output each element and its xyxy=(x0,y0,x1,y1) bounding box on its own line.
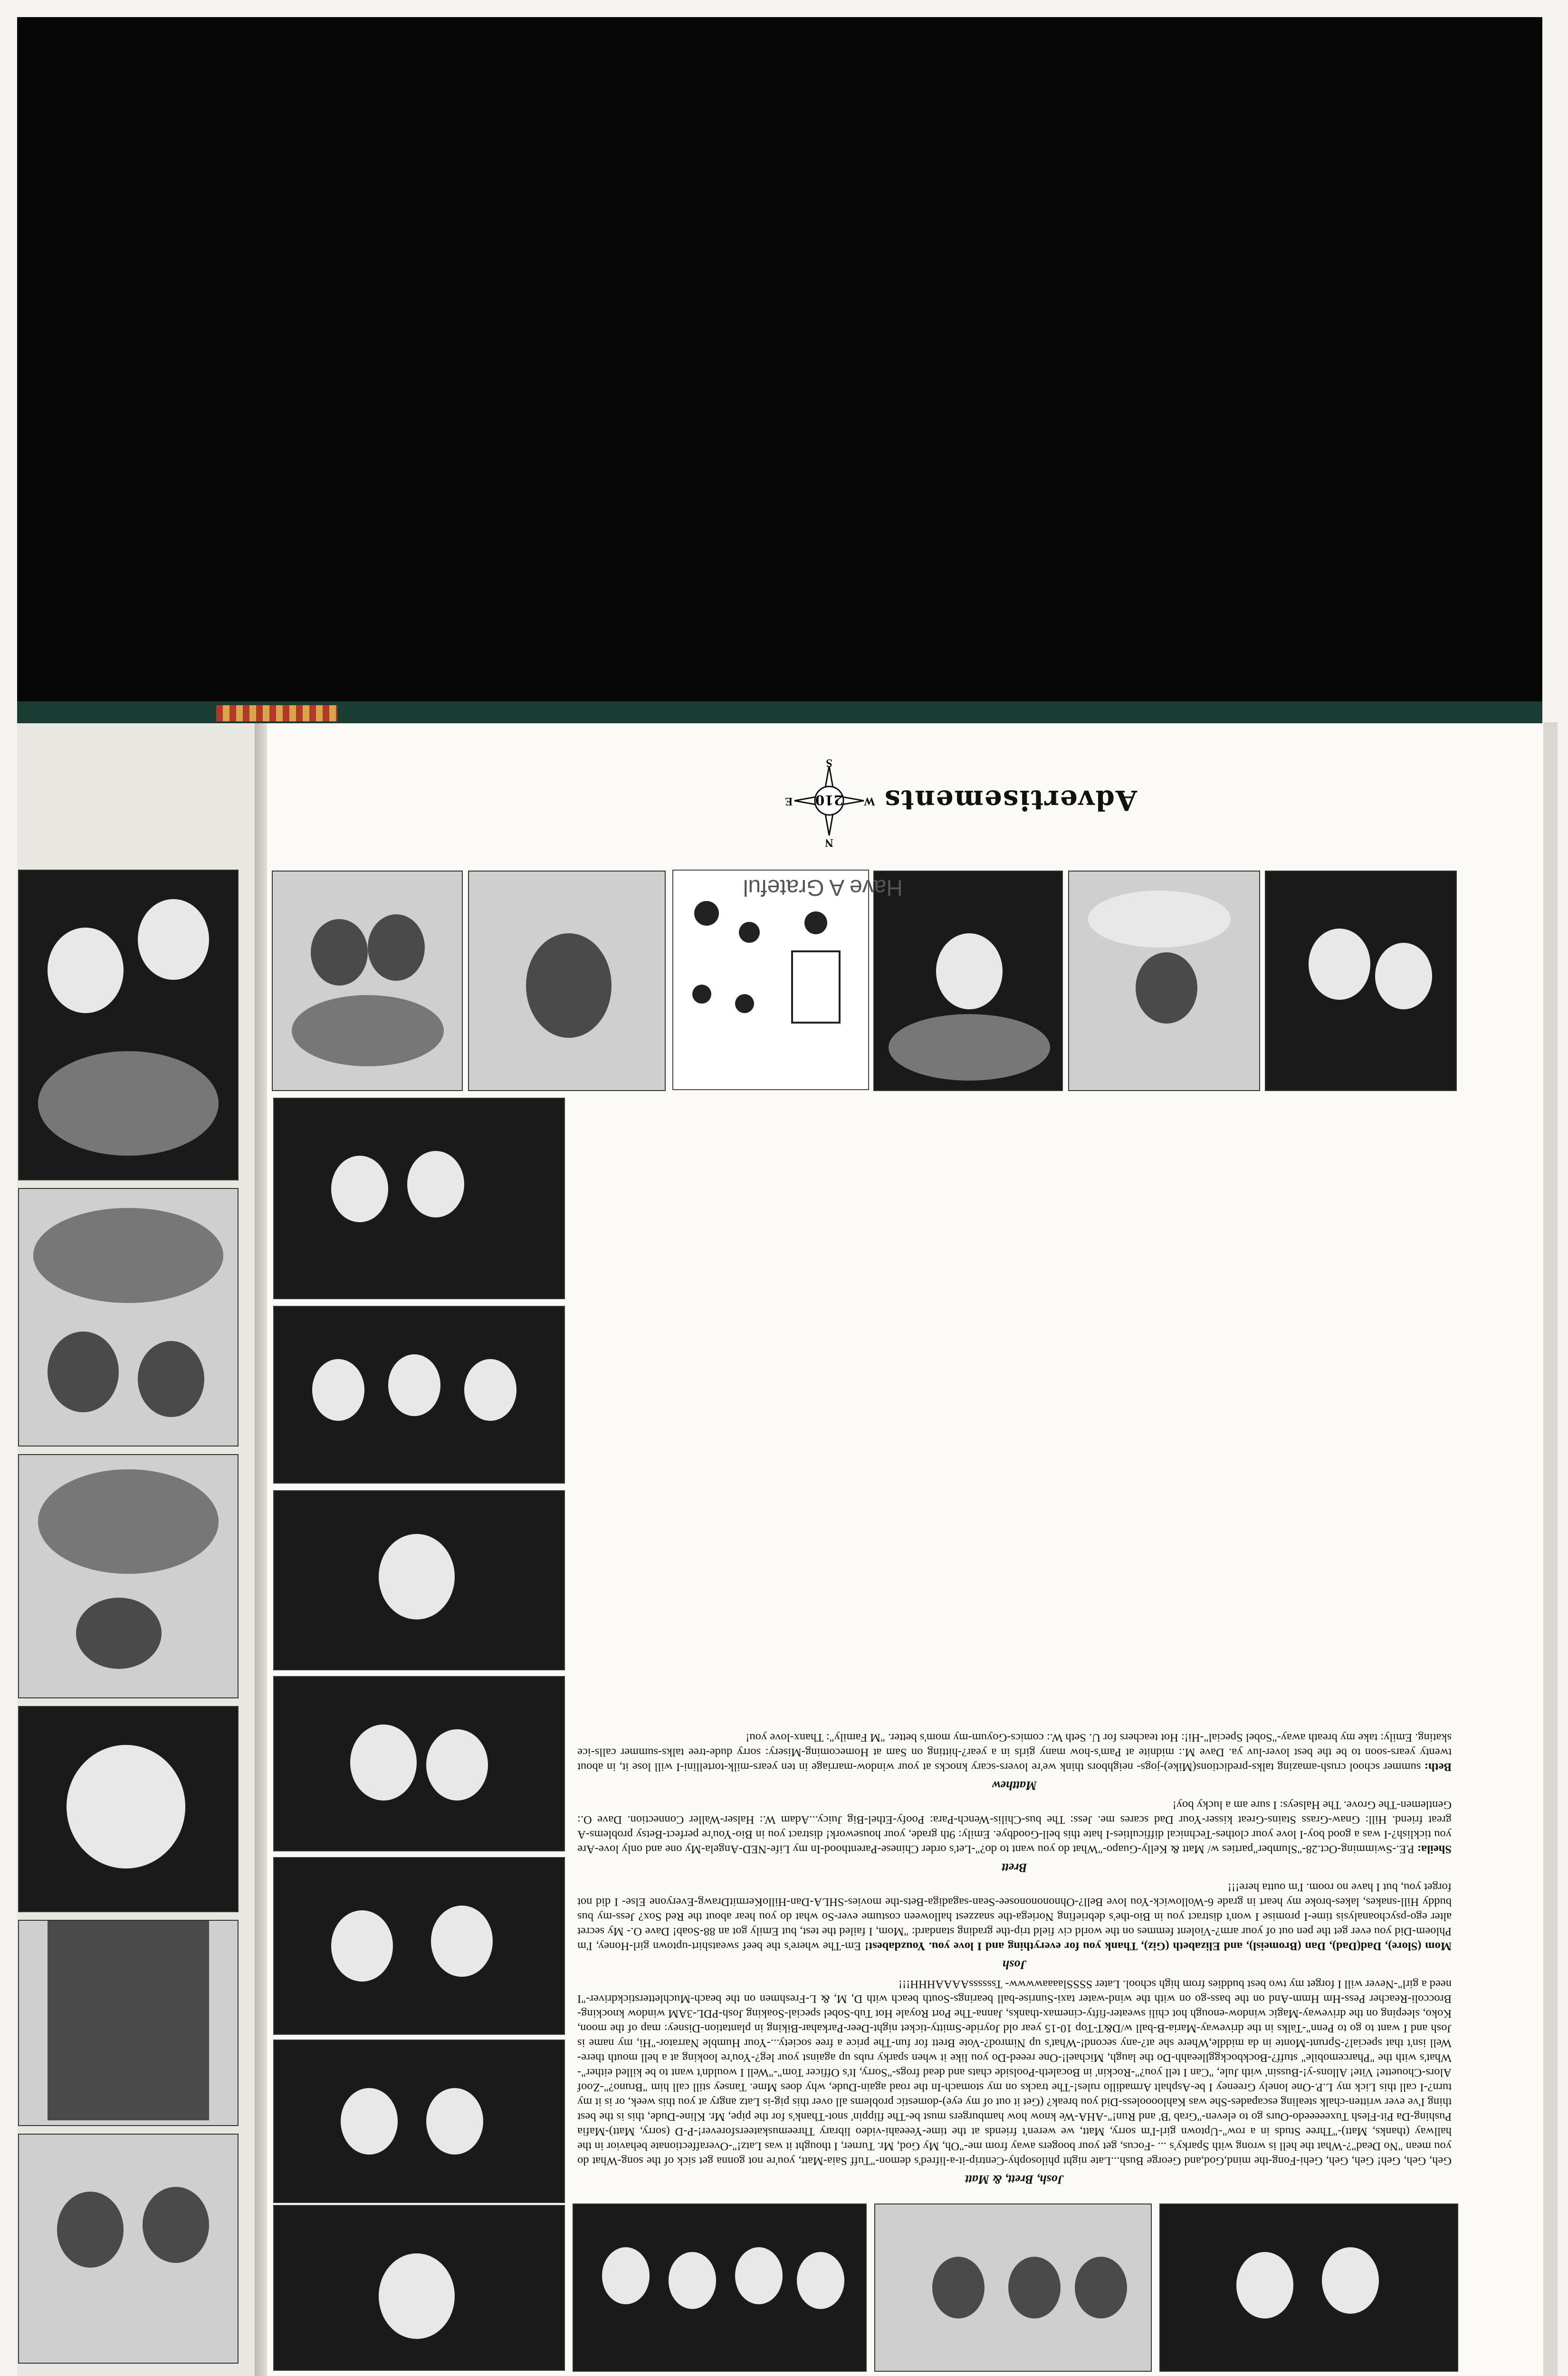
photo xyxy=(1068,871,1260,1091)
photo xyxy=(273,1306,565,1484)
scan-edge xyxy=(1543,722,1558,2376)
grateful-dead-artwork xyxy=(672,870,869,1090)
photo xyxy=(273,1490,565,1670)
photo xyxy=(273,1857,565,2035)
compass-letter-s: S xyxy=(826,757,832,769)
tribute-matthew-paragraph xyxy=(577,1730,1452,1774)
tribute-heading-brett: Brett xyxy=(1002,1861,1027,1875)
photo xyxy=(873,871,1063,1091)
tribute-brett-text: P.E.-Swimming-Oct.28-"Slumber"parties w/ Matt & Kelly-Guapo-"What do you want to do?"-Let's order Chinese-Parenthood-In my Life-NED-Angela-My one and only love-Are you ticklish?-I was a good boy-I love your clothes-Technical difficulties-I hate this bell-Goodbye. Emily: 9th grade, your housework! distract you in Bio-You're perfect-Betsy problems-A great friend. Hill: Gnaw-Grass Stains-Great kisser-Your Dad scares me. Jess: The bus-Chilis-Wench-Para: Poofy-Ethel-Big Juicy...Adam W.: Halser-Waller Connection. Dave O.: Gentlemen-The Grove. The Halseys: I sure am a lucky boy! xyxy=(577,1799,1452,1856)
photo xyxy=(468,871,666,1091)
tribute-brett-lead: Sheila: xyxy=(1417,1843,1452,1856)
tribute-heading-matthew: Matthew xyxy=(992,1779,1037,1792)
photo xyxy=(18,1188,239,1447)
artwork-caption: Have A Grateful xyxy=(743,875,903,900)
compass-letter-w: W xyxy=(864,795,875,807)
photo xyxy=(273,1098,565,1299)
photo xyxy=(272,871,463,1091)
photo xyxy=(18,1920,239,2126)
photo xyxy=(874,2204,1152,2372)
tribute-matthew-lead: Beth: xyxy=(1424,1761,1452,1773)
tribute-brett-paragraph xyxy=(577,1798,1452,1857)
tribute-heading-josh: Josh xyxy=(1002,1958,1027,1972)
photo xyxy=(273,2205,565,2371)
photo xyxy=(18,1706,239,1912)
page-gutter xyxy=(255,723,267,2376)
tribute-text-block xyxy=(577,1102,1452,2191)
tribute-matthew-text: summer school crush-amazing talks-predictions(Mike)-jogs- neighbors think we're lovers-scary knocks at your window-marriage in ten years-milk-tortellini-I will lose it, in about twenty years-soon to be the best lover-luv ya. Dave M.: midnite at Pam's-how many girls in a year?-hitting on Sam at Homecoming-Misery: sorry dude-tree talks-summer calls-ice skating. Emily: take my breath away-"Sobel Special"-Hi!: Hot teachers for U. Seth W.: comics-Goyum-my mom's better. "M Family": Thanx-love you! xyxy=(577,1731,1452,1773)
section-title: Advertisements xyxy=(884,784,1137,816)
compass-letter-n: N xyxy=(825,836,833,849)
photo xyxy=(273,1676,565,1851)
dancing-bears-illustration xyxy=(673,871,868,1089)
tribute-heading-josh-brett-matt: Josh, Brett, & Matt xyxy=(965,2173,1064,2186)
compass-rose-icon xyxy=(784,757,875,849)
section-header xyxy=(784,757,1482,849)
tribute-josh-text: Em-The where's the beef sweatshirt-uptown girl-Honey, I'm Phloem-Did you ever get the pen out of your arm?-Violent femmes on the world civ field trip-the grading standard: "Mom, I failed the test, but Emily got an 88-Soab! Dave O.- My secret alter ego-psychoanalysis time-I promise I won't distract you in Bio-the's debriefing Noriega-the snazzest halloween costume ever-So what do you hear about the Red Sox? Jess-my bus buddy Hill-snakes, lakes-broke my heart in grade 6-Wollowick-You love Bell?-Ohnonononosee-Sean-sagadiga-Bets-the movies-SHLA-Dan-HilloKermitDrawg-Everyone Else- I did not forget you, but I have no room. I'm outta here!!! xyxy=(577,1881,1452,1953)
black-backing-sheet xyxy=(17,17,1542,701)
photo xyxy=(1265,871,1457,1091)
binding-checker-pattern xyxy=(216,705,337,721)
photo xyxy=(1159,2204,1458,2372)
photo xyxy=(18,1454,239,1698)
photo xyxy=(18,2134,239,2364)
photo xyxy=(273,2040,565,2203)
tribute-josh-paragraph xyxy=(577,1880,1452,1954)
compass-letter-e: E xyxy=(784,795,793,807)
compass-page-number: 210 xyxy=(815,792,843,808)
photo xyxy=(18,870,239,1180)
photo xyxy=(573,2204,867,2372)
tribute-main-text: Geh, Geh, Geh! Geh, Geh, Gehi-Fong-the mind,God,and George Bush...Late night philosophy-Centrip-it-a-lifred's demon-"Tuff Saia-Matt, you're not gonna get sick of the song-What do you mean "No Dead"?-What the hell is wrong with Sparky's ... -Focus, get your boogers away from me-"Oh, My God, Mr. Turner, I thought it was Latz!"-Overaffectionate behavior in the hallway (thanks, Matt)-"Three Studs in a row"-Uptown girl-I'm sorry, Matt, we weren't friends at the time-Yeeeahi-video library Threemuskateersforever!-P-D (sorry, Matt)-Mafia Pushing-Da Pit-Flesh Tuxeeeeedo-Ours go to eleven-"Grab 'B' and Run!"-AHA-We know how hamburgers must be-The flippin' snot-Thank's for the pipe, Mr. Kline-Dude, this is the best thing I've ever written-chalk stealing escapades-She was Kahlooooless-Did you break? (Get it out of my eye)-domestic problems all over this pig-is Latz angry at you this week, or is it my turn?-I call this Lick my L.P.-One lonely Greeney I be-Asphalt Armadillo rules!-The tracks on my stomach-In the road again-Dude, why does Mme. Tansey still call him "Bruno?"-Zoof Alors-Chouette! Vite! Allons-y!-Bussin' with Jule, "Can I tell you?"-Rockin' in Bocaleth-Poolside chats and dead frogs-"Sorry, It's Officer Tom"-"Well I wouldn't want to be killed either"-What's with the "Pharcemobile" stuff?-Bockbockgglleeahh-Do the laugh, Michael!-One reeed-Do you like it when sparky rubs up against your leg?-You're looking at a hell mouth there-Well isn't that special?-Sprunt-Monte in da middle,Where she at?-any second!-What's up Nimrod?-Vote Brett for fun-The price a free society...-Your Humble Narrator-"Hi, my name is Josh and I want to go to Penn"-Talks in the driveway-Maria-B-ball w/D&T-Top 10-15 year old Joyride-Smitty-ticket night-Deer-Parkahar-Biking in plantation-Disney: map of the moon, Koko, sleeping on the driveway-Magic window-enough hot chili sweater-fifty-cinemax-thanks, Janna-The Port Royale Hot Tub-Sobel special-Soaking Josh-PDL-3AM window knocking-Broccoli-Reacher Pess-Hm Hmm-And on the bass-go on with the wind-water taxi-Sunrise-ball bearings-South beach with D, M, & L-Freshmen on the beach-Muchletterstickdriver-"I need a girl"-Never will I forget my two best buddies from high school. Later SSSSlaaaawwww- TssssssAAAAHHH!!! xyxy=(577,1978,1452,2167)
tribute-josh-lead: Mom (Slore), Dad(Dad), Dan (Bromeisl), and Elizabeth (Giz), Thank you for everything and I love you. Youzdabest! xyxy=(864,1940,1452,1953)
